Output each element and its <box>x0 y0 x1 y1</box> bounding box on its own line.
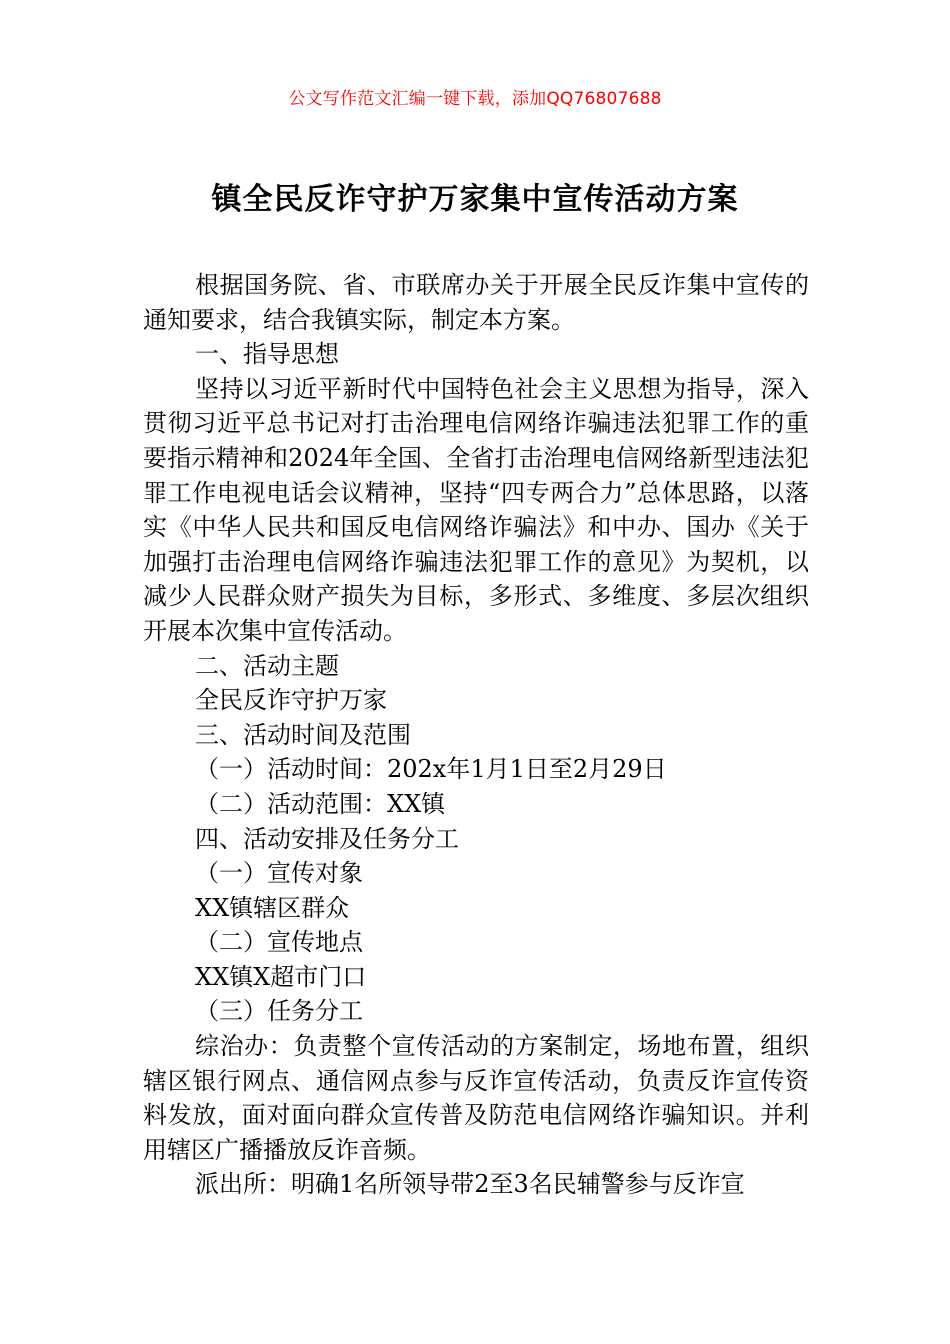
location-text: XX镇X超市门口 <box>195 962 367 991</box>
division-police-paragraph: 派出所：明确1名所领导带2至3名民辅警参与反诈宣 <box>195 1170 745 1199</box>
activity-scope: （二）活动范围：XX镇 <box>195 789 446 818</box>
theme-text: 全民反诈守护万家 <box>195 686 387 715</box>
document-title: 镇全民反诈守护万家集中宣传活动方案 <box>211 182 739 217</box>
target-text: XX镇辖区群众 <box>195 893 350 922</box>
activity-time: （一）活动时间：202x年1月1日至2月29日 <box>195 755 667 784</box>
section-heading-arrangement: 四、活动安排及任务分工 <box>195 824 459 853</box>
section-heading-theme: 二、活动主题 <box>195 651 339 680</box>
subheading-division: （三）任务分工 <box>195 997 363 1026</box>
section-heading-guiding-thought: 一、指导思想 <box>195 340 339 369</box>
subheading-target: （一）宣传对象 <box>195 859 363 888</box>
division-office-paragraph: 综治办：负责整个宣传活动的方案制定，场地布置，组织辖区银行网点、通信网点参与反诈宣传活动，负责反诈宣传资料发放，面对面向群众宣传普及防范电信网络诈骗知识。并利用辖区广播播放反诈音频。 <box>143 1032 809 1164</box>
intro-paragraph: 根据国务院、省、市联席办关于开展全民反诈集中宣传的通知要求，结合我镇实际，制定本方案。 <box>143 271 809 334</box>
document-body <box>143 268 809 1202</box>
subheading-location: （二）宣传地点 <box>195 928 363 957</box>
section-heading-time-scope: 三、活动时间及范围 <box>195 720 411 749</box>
download-banner: 公文写作范文汇编一键下载，添加QQ76807688 <box>288 89 662 109</box>
guiding-thought-paragraph: 坚持以习近平新时代中国特色社会主义思想为指导，深入贯彻习近平总书记对打击治理电信网络诈骗违法犯罪工作的重要指示精神和2024年全国、全省打击治理电信网络新型违法犯罪工作电视电话会议精神，坚持“四专两合力”总体思路，以落实《中华人民共和国反电信网络诈骗法》和中办、国办《关于加强打击治理电信网络诈骗违法犯罪工作的意见》为契机，以减少人民群众财产损失为目标，多形式、多维度、多层次组织开展本次集中宣传活动。 <box>143 374 809 645</box>
